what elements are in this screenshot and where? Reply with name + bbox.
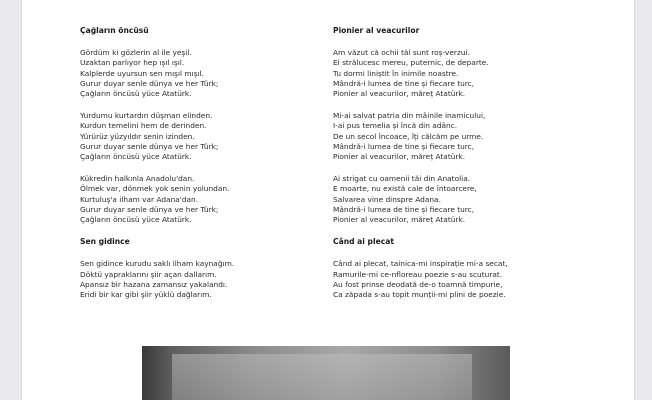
poem-line: Apansız bir hazana zamansız yakalandı.: [80, 279, 228, 289]
poem-line: Când ai plecat, tainica-mi inspirație mi-a secat,: [333, 259, 508, 269]
stanza: [80, 259, 340, 300]
poem-line: Kurtuluş'a ilham var Adana'dan.: [80, 194, 199, 204]
poem-line: Gurur duyar senle dünya ve her Türk;: [80, 78, 219, 88]
document-page: [22, 0, 634, 400]
poem-line: Kükredin halkınla Anadolu'dan.: [80, 174, 195, 184]
poem-line: Gurur duyar senle dünya ve her Türk;: [80, 141, 219, 151]
poem-line: Yürürüz yüzyıldır senin izinden.: [80, 131, 195, 141]
poem-line: Çağların öncüsü yüce Atatürk.: [80, 215, 192, 225]
poem-line: Ai strigat cu oamenii tăi din Anatolia.: [333, 174, 471, 184]
poem-line: Eridi bir kar gibi şiir yüklü dağlarım.: [80, 290, 212, 300]
poem-line: Ei strălucesc mereu, puternic, de departe.: [333, 58, 489, 68]
poem-title-sen-gidince: Sen gidince: [80, 237, 130, 247]
photo-image: [142, 346, 510, 400]
poem-line: Pionier al veacurilor, măreț Atatürk.: [333, 89, 466, 99]
poem-line: Yurdumu kurtardın düşman elinden.: [80, 111, 213, 121]
stanza: [333, 174, 593, 225]
poem-line: Ca zăpada s-au topit munții-mi plini de poezie.: [333, 290, 506, 300]
poem-line: Salvarea vine dinspre Adana.: [333, 194, 441, 204]
poem-line: Kalplerde uyursun sen mışıl mışıl.: [80, 68, 204, 78]
stanza: [333, 259, 593, 300]
poem-line: Pionier al veacurilor, măreț Atatürk.: [333, 215, 466, 225]
poem-line: Tu dormi liniștit în inimile noastre.: [333, 68, 459, 78]
poem-line: Mândră-i lumea de tine și fiecare turc,: [333, 141, 475, 151]
stanza: [333, 48, 593, 99]
poem-line: E moarte, nu există cale de întoarcere,: [333, 184, 477, 194]
poem-line: Döktü yapraklarını şiir açan dallarım.: [80, 269, 217, 279]
poem-body-caglarin-oncusu: [80, 48, 340, 225]
stanza: [80, 111, 340, 162]
poem-title-cand-ai-plecat: Când ai plecat: [333, 237, 394, 247]
poem-line: Gördüm ki gözlerin al ile yeşil.: [80, 48, 192, 58]
poem-body-sen-gidince: [80, 259, 340, 300]
poem-line: Mi-ai salvat patria din mâinile inamicului,: [333, 111, 486, 121]
poem-line: Ramurile-mi ce-nfloreau poezie s-au scuturat.: [333, 269, 503, 279]
poem-title-pionier: Pionier al veacurilor: [333, 26, 420, 35]
poem-line: Mândră-i lumea de tine și fiecare turc,: [333, 78, 475, 88]
stanza: [80, 174, 340, 225]
stanza: [80, 48, 340, 99]
romanian-column: [333, 26, 593, 312]
poem-line: Sen gidince kurudu saklı ilham kaynağım.: [80, 259, 235, 269]
poem-line: Mândră-i lumea de tine și fiecare turc,: [333, 204, 475, 214]
stanza: [333, 111, 593, 162]
poem-body-pionier: [333, 48, 593, 225]
poem-line: De un secol încoace, îți călcăm pe urme.: [333, 131, 484, 141]
poem-line: Uzaktan parlıyor hep ışıl ışıl.: [80, 58, 185, 68]
photo-highlight: [172, 354, 472, 400]
poem-line: Kurdun temelini hem de derinden.: [80, 121, 207, 131]
poem-line: Çağların öncüsü yüce Atatürk.: [80, 152, 192, 162]
poem-line: Au fost prinse deodată de-o toamnă timpurie,: [333, 279, 503, 289]
poem-body-cand-ai-plecat: [333, 259, 593, 300]
poem-line: I-ai pus temelia și încă din adânc.: [333, 121, 458, 131]
poem-title-caglarin-oncusu: Çağların öncüsü: [80, 26, 149, 35]
poem-line: Am văzut că ochii tăi sunt roș-verzui.: [333, 48, 470, 58]
poem-line: Çağların öncüsü yüce Atatürk.: [80, 89, 192, 99]
turkish-column: [80, 26, 340, 312]
poem-line: Pionier al veacurilor, măreț Atatürk.: [333, 152, 466, 162]
poem-line: Gurur duyar senle dünya ve her Türk;: [80, 204, 219, 214]
poem-line: Ölmek var, dönmek yok senin yolundan.: [80, 184, 230, 194]
